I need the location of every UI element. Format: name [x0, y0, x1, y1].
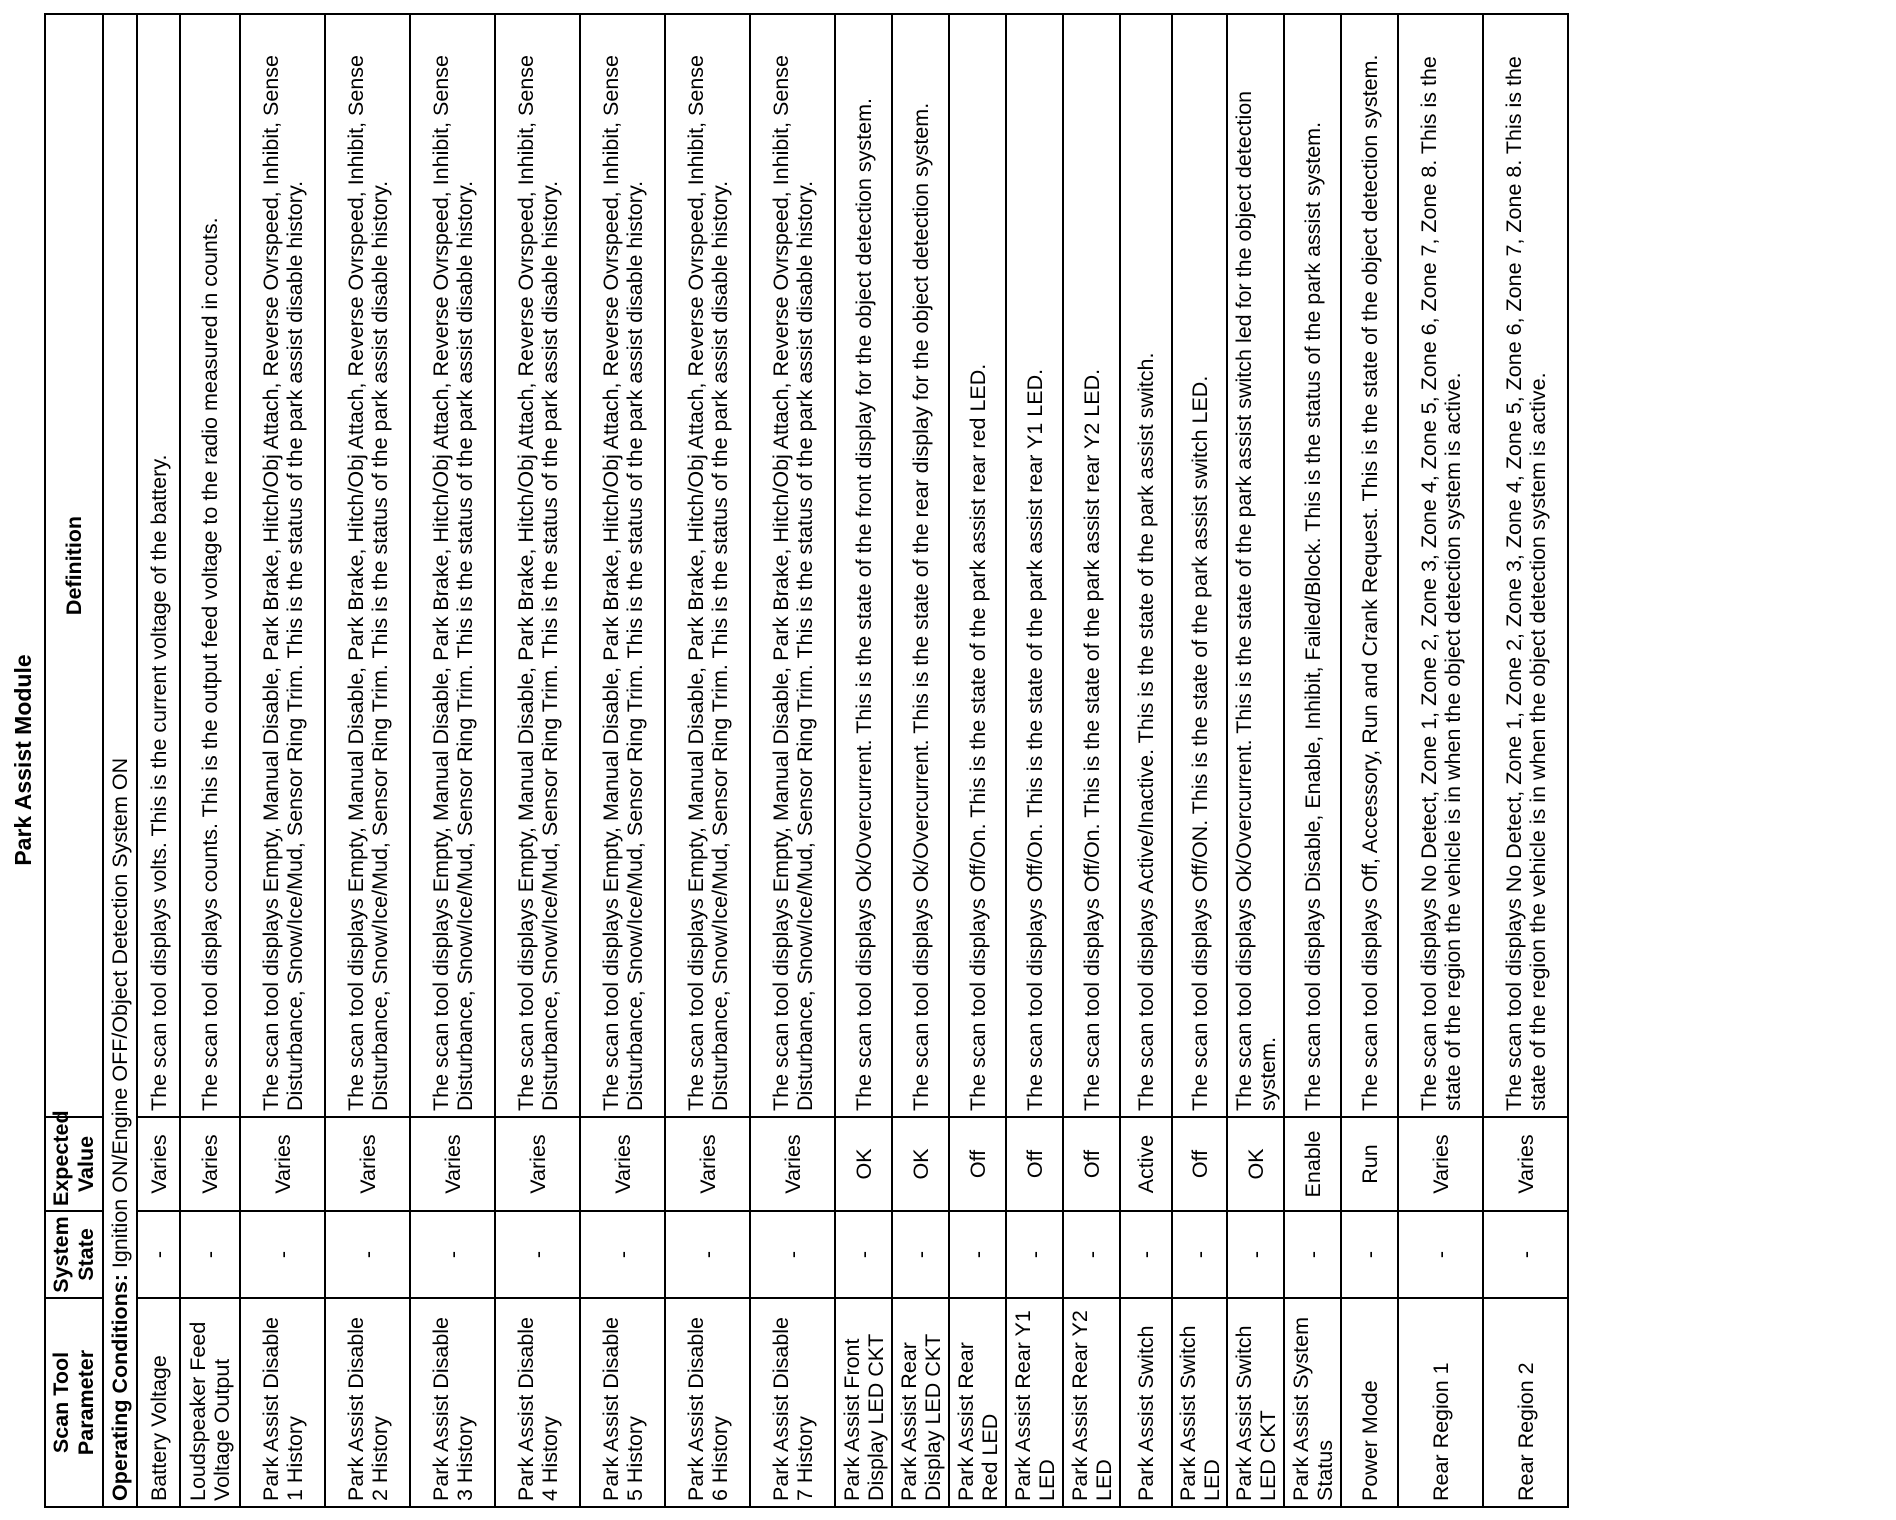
definition-cell: The scan tool displays Empty, Manual Disable, Park Brake, Hitch/Obj Attach, Reverse Ovrspeed, Inhibit, Sense Disturbance, Snow/Ice/Mud, Sensor Ring Trim. This is the status of the park assist disable history.: [325, 14, 410, 1117]
expected-value-cell: OK: [1227, 1117, 1284, 1211]
table-row: [949, 14, 1006, 1507]
expected-value-cell: Varies: [665, 1117, 750, 1211]
system-state-cell: -: [949, 1211, 1006, 1298]
definition-cell: The scan tool displays Empty, Manual Disable, Park Brake, Hitch/Obj Attach, Reverse Ovrspeed, Inhibit, Sense Disturbance, Snow/Ice/Mud, Sensor Ring Trim. This is the status of the park assist disable history.: [410, 14, 495, 1117]
system-state-cell: -: [495, 1211, 580, 1298]
parameter-cell: Rear Region 1: [1398, 1298, 1483, 1507]
parameter-cell: Rear Region 2: [1483, 1298, 1568, 1507]
expected-value-cell: Varies: [1398, 1117, 1483, 1211]
expected-value-cell: Off: [1172, 1117, 1227, 1211]
definition-cell: The scan tool displays volts. This is the current voltage of the battery.: [137, 14, 180, 1117]
definition-cell: The scan tool displays counts. This is the output feed voltage to the radio measured in counts.: [180, 14, 240, 1117]
system-state-cell: -: [1483, 1211, 1568, 1298]
definition-cell: The scan tool displays No Detect, Zone 1, Zone 2, Zone 3, Zone 4, Zone 5, Zone 6, Zone 7, Zone 8. This is the state of the region the vehicle is in when the object detection system is active.: [1483, 14, 1568, 1117]
parameter-cell: Park Assist Rear Display LED CKT: [892, 1298, 949, 1507]
parameter-cell: Park Assist System Status: [1284, 1298, 1341, 1507]
definition-cell: The scan tool displays Off/On. This is the state of the park assist rear Y1 LED.: [1006, 14, 1063, 1117]
system-state-cell: -: [137, 1211, 180, 1298]
table-row: [750, 14, 835, 1507]
expected-value-cell: Enable: [1284, 1117, 1341, 1211]
expected-value-cell: Varies: [137, 1117, 180, 1211]
parameter-cell: Park Assist Switch LED: [1172, 1298, 1227, 1507]
system-state-cell: -: [1120, 1211, 1172, 1298]
table-row: [1120, 14, 1172, 1507]
parameter-cell: Park Assist Disable 6 History: [665, 1298, 750, 1507]
parameter-cell: Park Assist Disable 5 History: [580, 1298, 665, 1507]
definition-cell: The scan tool displays Empty, Manual Disable, Park Brake, Hitch/Obj Attach, Reverse Ovrspeed, Inhibit, Sense Disturbance, Snow/Ice/Mud, Sensor Ring Trim. This is the status of the park assist disable history.: [495, 14, 580, 1117]
parameter-cell: Park Assist Disable 2 History: [325, 1298, 410, 1507]
system-state-cell: -: [1341, 1211, 1398, 1298]
parameter-cell: Park Assist Switch LED CKT: [1227, 1298, 1284, 1507]
system-state-cell: -: [325, 1211, 410, 1298]
table-row: [180, 14, 240, 1507]
system-state-cell: -: [240, 1211, 325, 1298]
expected-value-cell: Run: [1341, 1117, 1398, 1211]
parameter-cell: Park Assist Rear Y2 LED: [1063, 1298, 1120, 1507]
system-state-cell: -: [580, 1211, 665, 1298]
table-row: [1063, 14, 1120, 1507]
header-expected-value: Expected Value: [45, 1117, 103, 1211]
expected-value-cell: Varies: [1483, 1117, 1568, 1211]
table-row: [580, 14, 665, 1507]
definition-cell: The scan tool displays Empty, Manual Disable, Park Brake, Hitch/Obj Attach, Reverse Ovrspeed, Inhibit, Sense Disturbance, Snow/Ice/Mud, Sensor Ring Trim. This is the status of the park assist disable history.: [240, 14, 325, 1117]
table-row: [495, 14, 580, 1507]
definition-cell: The scan tool displays Ok/Overcurrent. This is the state of the park assist switch led for the object detection system.: [1227, 14, 1284, 1117]
table-row: [1483, 14, 1568, 1507]
system-state-cell: -: [1172, 1211, 1227, 1298]
operating-conditions-value: Ignition ON/Engine OFF/Object Detection System ON: [108, 757, 132, 1269]
expected-value-cell: OK: [892, 1117, 949, 1211]
parameter-table: [44, 13, 1569, 1508]
header-parameter: Scan Tool Parameter: [45, 1298, 103, 1507]
expected-value-cell: Varies: [325, 1117, 410, 1211]
table-row: [1227, 14, 1284, 1507]
table-header-row: [45, 14, 103, 1507]
expected-value-cell: Varies: [240, 1117, 325, 1211]
operating-conditions-row: [103, 14, 137, 1507]
expected-value-cell: Off: [1063, 1117, 1120, 1211]
table-row: [892, 14, 949, 1507]
system-state-cell: -: [750, 1211, 835, 1298]
definition-cell: The scan tool displays Off/On. This is the state of the park assist rear Y2 LED.: [1063, 14, 1120, 1117]
definition-cell: The scan tool displays Ok/Overcurrent. This is the state of the front display for the object detection system.: [835, 14, 892, 1117]
definition-cell: The scan tool displays Off, Accessory, Run and Crank Request. This is the state of the object detection system.: [1341, 14, 1398, 1117]
header-definition: Definition: [45, 14, 103, 1117]
expected-value-cell: Varies: [495, 1117, 580, 1211]
table-row: [1172, 14, 1227, 1507]
table-row: [410, 14, 495, 1507]
document-title: Park Assist Module: [10, 654, 36, 866]
system-state-cell: -: [1398, 1211, 1483, 1298]
parameter-cell: Park Assist Rear Red LED: [949, 1298, 1006, 1507]
system-state-cell: -: [835, 1211, 892, 1298]
system-state-cell: -: [1063, 1211, 1120, 1298]
table-row: [665, 14, 750, 1507]
expected-value-cell: Off: [949, 1117, 1006, 1211]
header-system-state: System State: [45, 1211, 103, 1298]
definition-cell: The scan tool displays Empty, Manual Disable, Park Brake, Hitch/Obj Attach, Reverse Ovrspeed, Inhibit, Sense Disturbance, Snow/Ice/Mud, Sensor Ring Trim. This is the status of the park assist disable history.: [750, 14, 835, 1117]
system-state-cell: -: [1227, 1211, 1284, 1298]
expected-value-cell: Varies: [180, 1117, 240, 1211]
parameter-cell: Battery Voltage: [137, 1298, 180, 1507]
table-row: [1341, 14, 1398, 1507]
expected-value-cell: Off: [1006, 1117, 1063, 1211]
parameter-cell: Power Mode: [1341, 1298, 1398, 1507]
definition-cell: The scan tool displays Empty, Manual Disable, Park Brake, Hitch/Obj Attach, Reverse Ovrspeed, Inhibit, Sense Disturbance, Snow/Ice/Mud, Sensor Ring Trim. This is the status of the park assist disable history.: [580, 14, 665, 1117]
expected-value-cell: OK: [835, 1117, 892, 1211]
operating-conditions-cell: [103, 14, 137, 1507]
parameter-cell: Park Assist Front Display LED CKT: [835, 1298, 892, 1507]
parameter-cell: Park Assist Disable 4 History: [495, 1298, 580, 1507]
table-row: [1006, 14, 1063, 1507]
table-row: [1398, 14, 1483, 1507]
table-row: [835, 14, 892, 1507]
parameter-cell: Park Assist Disable 7 History: [750, 1298, 835, 1507]
expected-value-cell: Varies: [580, 1117, 665, 1211]
definition-cell: The scan tool displays Off/ON. This is the state of the park assist switch LED.: [1172, 14, 1227, 1117]
system-state-cell: -: [1006, 1211, 1063, 1298]
table-row: [137, 14, 180, 1507]
definition-cell: The scan tool displays No Detect, Zone 1, Zone 2, Zone 3, Zone 4, Zone 5, Zone 6, Zone 7, Zone 8. This is the state of the region the vehicle is in when the object detection system is active.: [1398, 14, 1483, 1117]
expected-value-cell: Active: [1120, 1117, 1172, 1211]
definition-cell: The scan tool displays Disable, Enable, Inhibit, Failed/Block. This is the status of the park assist system.: [1284, 14, 1341, 1117]
system-state-cell: -: [1284, 1211, 1341, 1298]
parameter-cell: Park Assist Rear Y1 LED: [1006, 1298, 1063, 1507]
table-row: [1284, 14, 1341, 1507]
table-body: [103, 14, 1568, 1507]
expected-value-cell: Varies: [410, 1117, 495, 1211]
system-state-cell: -: [180, 1211, 240, 1298]
parameter-cell: Loudspeaker Feed Voltage Output: [180, 1298, 240, 1507]
table-row: [240, 14, 325, 1507]
system-state-cell: -: [665, 1211, 750, 1298]
parameter-cell: Park Assist Switch: [1120, 1298, 1172, 1507]
definition-cell: The scan tool displays Active/Inactive. This is the state of the park assist switch.: [1120, 14, 1172, 1117]
definition-cell: The scan tool displays Off/On. This is the state of the park assist rear red LED.: [949, 14, 1006, 1117]
definition-cell: The scan tool displays Ok/Overcurrent. This is the state of the rear display for the object detection system.: [892, 14, 949, 1117]
definition-cell: The scan tool displays Empty, Manual Disable, Park Brake, Hitch/Obj Attach, Reverse Ovrspeed, Inhibit, Sense Disturbance, Snow/Ice/Mud, Sensor Ring Trim. This is the status of the park assist disable history.: [665, 14, 750, 1117]
operating-conditions-label: Operating Conditions:: [108, 1274, 132, 1501]
table-row: [325, 14, 410, 1507]
expected-value-cell: Varies: [750, 1117, 835, 1211]
system-state-cell: -: [410, 1211, 495, 1298]
parameter-cell: Park Assist Disable 3 History: [410, 1298, 495, 1507]
parameter-cell: Park Assist Disable 1 History: [240, 1298, 325, 1507]
system-state-cell: -: [892, 1211, 949, 1298]
